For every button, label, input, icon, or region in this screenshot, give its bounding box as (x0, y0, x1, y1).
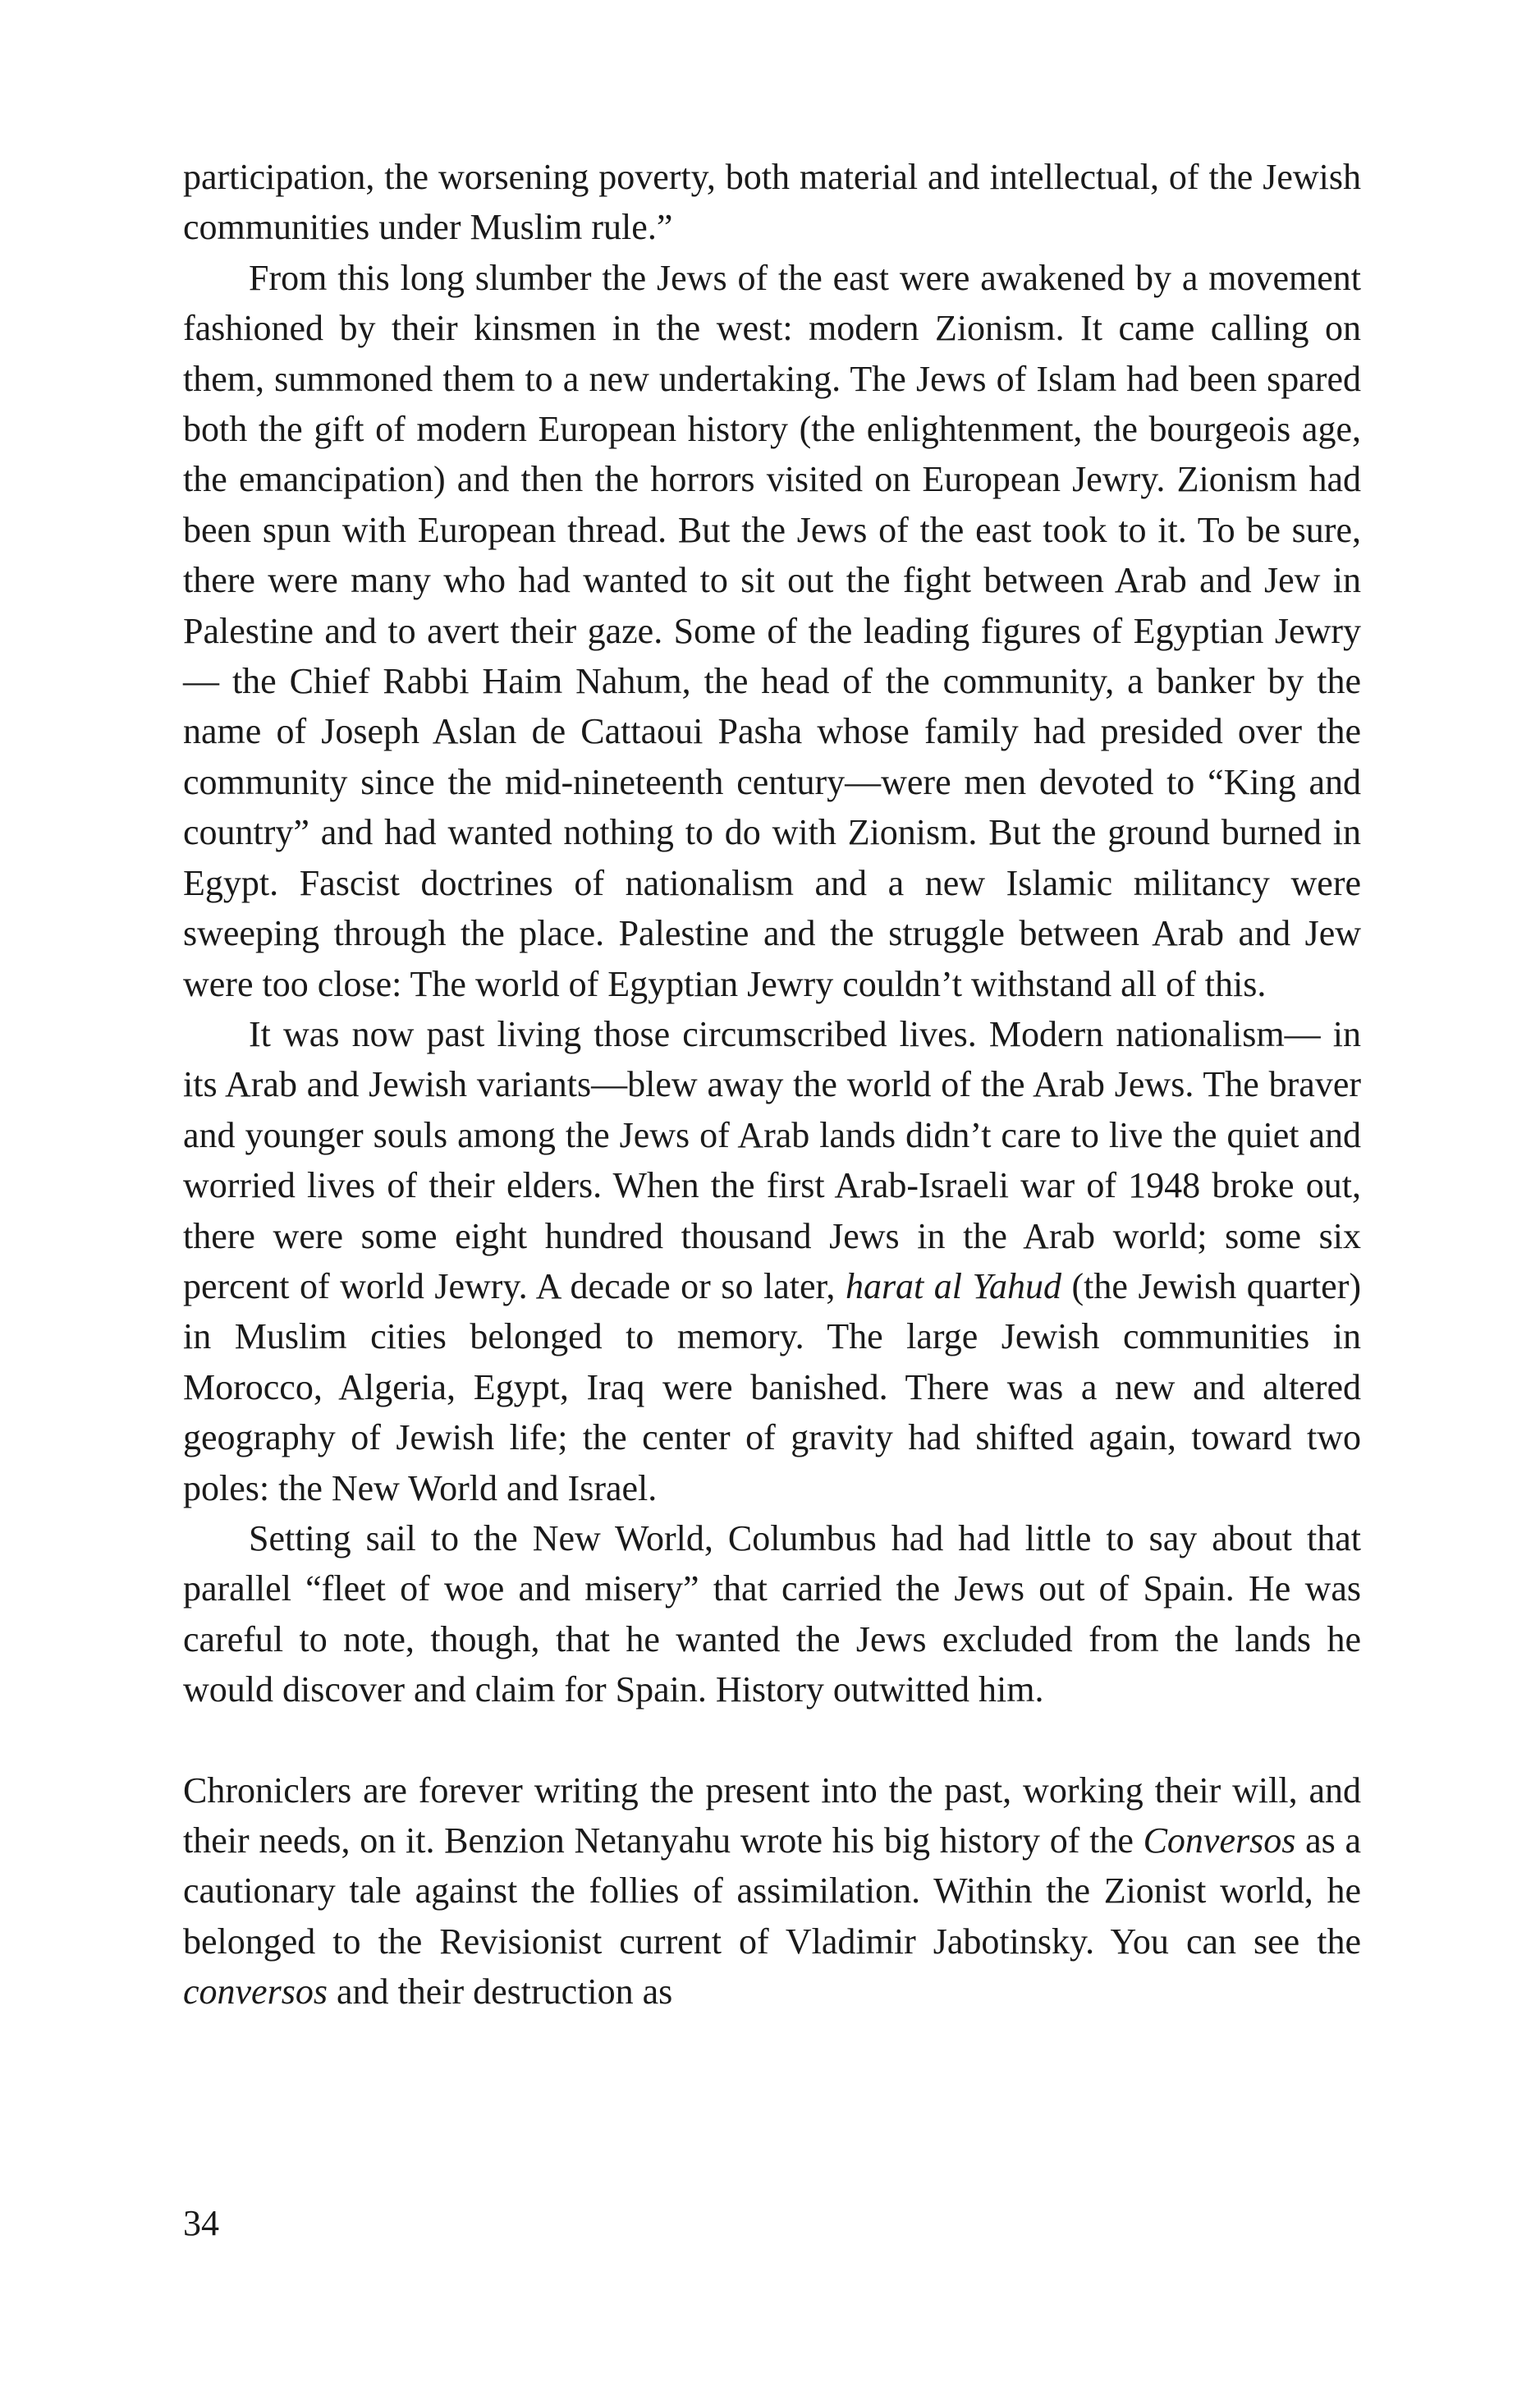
text-run: participation, the worsening poverty, both material and intellectual, of the Jewish communities under Muslim rule.” (183, 157, 1361, 248)
text-run: as a cautionary tale against the follies of assimilation. Within the Zionist world, he belonged to the Revisionist current of Vladimir Jabotinsky. You can see the (183, 1820, 1361, 1962)
italic-run: conversos (183, 1971, 328, 2013)
paragraph-4 (183, 1513, 1361, 1715)
section-break (183, 1715, 1361, 1765)
paragraph-2 (183, 253, 1361, 1009)
text-run: From this long slumber the Jews of the east were awakened by a movement fashioned by their kinsmen in the west: modern Zionism. It came calling on them, summoned them to a new undertaking. The Jews of Islam had been spared both the gift of modern European history (the enlightenment, the bourgeois age, the emancipation) and then the horrors visited on European Jewry. Zionism had been spun with European thread. But the Jews of the east took to it. To be sure, there were many who had wanted to sit out the fight between Arab and Jew in Palestine and to avert their gaze. Some of the leading figures of Egyptian Jewry— the Chief Rabbi Haim Nahum, the head of the community, a banker by the name of Joseph Aslan de Cattaoui Pasha whose family had presided over the community since the mid-nineteenth century—were men devoted to “King and country” and had wanted nothing to do with Zionism. But the ground burned in Egypt. Fascist doctrines of nationalism and a new Islamic militancy were sweeping through the place. Palestine and the struggle between Arab and Jew were too close: The world of Egyptian Jewry couldn’t withstand all of this. (183, 257, 1361, 1004)
text-run: and their destruction as (327, 1971, 673, 2013)
body-text (183, 152, 1361, 2017)
text-run: (the Jewish quarter) in Muslim cities belonged to memory. The large Jewish communities in Morocco, Algeria, Egypt, Iraq were banished. There was a new and altered geography of Jewish life; the center of gravity had shifted again, toward two poles: the New World and Israel. (183, 1265, 1361, 1508)
paragraph-1 (183, 152, 1361, 253)
italic-run: Conversos (1143, 1820, 1296, 1861)
text-run: Setting sail to the New World, Columbus had had little to say about that parallel “fleet of woe and misery” that carried the Jews out of Spain. He was careful to note, though, that he wanted the Jews excluded from the lands he would discover and claim for Spain. History outwitted him. (183, 1517, 1361, 1710)
italic-run: harat al Yahud (845, 1265, 1061, 1306)
text-run: Chroniclers are forever writing the present into the past, working their will, and their needs, on it. Benzion Netanyahu wrote his big history of the (183, 1769, 1361, 1861)
text-run: It was now past living those circumscribed lives. Modern nationalism— in its Arab and Jewish variants—blew away the world of the Arab Jews. The braver and younger souls among the Jews of Arab lands didn’t care to live the quiet and worried lives of their elders. When the first Arab-Israeli war of 1948 broke out, there were some eight hundred thousand Jews in the Arab world; some six percent of world Jewry. A decade or so later, (183, 1013, 1361, 1306)
paragraph-3 (183, 1009, 1361, 1513)
page-number: 34 (183, 2203, 219, 2243)
paragraph-5 (183, 1765, 1361, 2017)
